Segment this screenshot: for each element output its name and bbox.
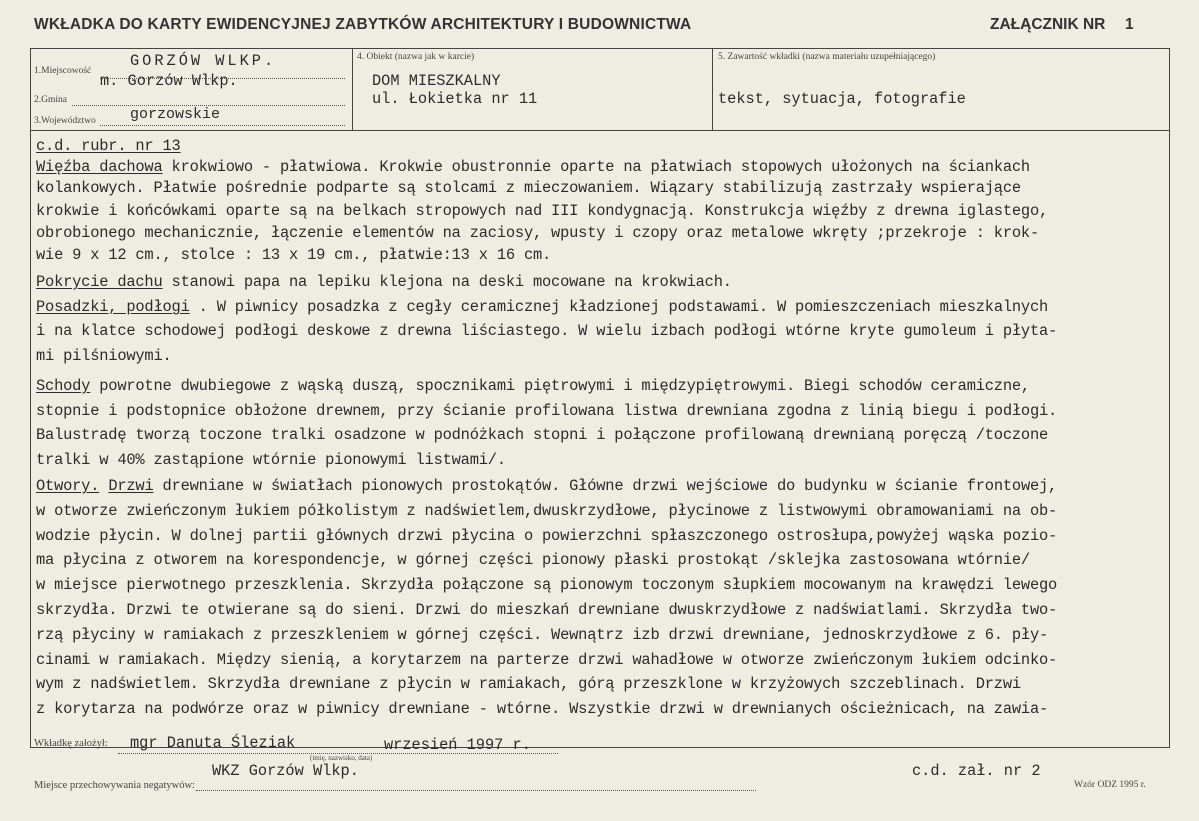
floors-line-1 xyxy=(36,298,1048,316)
object-value-name: DOM MIESZKALNY xyxy=(372,72,501,90)
cover-text-1: stanowi papa na lepiku klejona na deski mocowane na krokwiach. xyxy=(162,273,732,291)
stairs-line-1 xyxy=(36,377,1030,395)
stairs-line-3: Balustradę tworzą toczone tralki osadzone w podnóżkach stopni i połączone profilowaną drewnianą poręczą /toczone xyxy=(36,426,1049,444)
stairs-text-1: powrotne dwubiegowe z wąską duszą, spocznikami piętrowymi i międzypiętrowymi. Biegi schodów ceramiczne, xyxy=(90,377,1030,395)
openings-line-2: w otworze zwieńczonym łukiem półkolistym z nadświetlem,dwuskrzydłowe, płycinowe z listwowymi obramowaniami na ob- xyxy=(36,502,1058,520)
stairs-heading: Schody xyxy=(36,377,91,395)
floors-text-1: . W piwnicy posadzka z cegły ceramicznej kładzionej podstawami. W pomieszczeniach mieszkalnych xyxy=(189,298,1049,316)
continuation-note xyxy=(36,137,181,155)
roof-line-1 xyxy=(36,158,1030,176)
stairs-line-2: stopnie i podstopnice obłożone drewnem, przy ścianie profilowana listwa drewniana zgodna z linią biegu i podłogi. xyxy=(36,402,1058,420)
roof-line-4: obrobionego mechanicznie, łączenie elementów na zaciosy, wpusty i czopy oraz metalowe wkręty ;przekroje : krok- xyxy=(36,224,1039,242)
negatives-value: WKZ Gorzów Wlkp. xyxy=(212,762,359,780)
column-divider-1 xyxy=(352,48,353,130)
cover-heading: Pokrycie dachu xyxy=(36,273,163,291)
locality-value-secondary: m. Gorzów Wlkp. xyxy=(100,72,238,90)
floors-heading: Posadzki, podłogi xyxy=(36,298,190,316)
continuation-label: c.d. rubr. nr 13 xyxy=(36,137,181,155)
openings-line-9: wym z nadświetlem. Skrzydła drewniane z płycin w ramiakach, górą przeszklone w krzyżowych szczeblinach. Drzwi xyxy=(36,675,1021,693)
locality-dotted-line xyxy=(100,78,345,79)
floors-line-3: mi pilśniowymi. xyxy=(36,347,172,365)
author-label: Wkładkę założył: xyxy=(34,738,108,749)
author-value: mgr Danuta Śleziak xyxy=(130,734,296,752)
document-title: WKŁADKA DO KARTY EWIDENCYJNEJ ZABYTKÓW ARCHITEKTURY I BUDOWNICTWA xyxy=(34,16,692,33)
openings-line-3: wodzie płycin. W dolnej partii głównych drzwi płycina o powierzchni spłaszczonego ostrosłupa,powyżej wąska pozio- xyxy=(36,527,1058,545)
voivodeship-dotted-line xyxy=(100,125,345,126)
openings-line-5: w miejsce pierwotnego przeszklenia. Skrzydła połączone są pionowym toczonym słupkiem mocowanym na krawędzi lewego xyxy=(36,576,1058,594)
locality-label: 1.Miejscowość xyxy=(34,66,92,76)
form-id: Wzór ODZ 1995 r. xyxy=(1074,780,1146,790)
cover-line-1 xyxy=(36,273,732,291)
column-divider-2 xyxy=(712,48,713,130)
openings-line-4: ma płycina z otworem na korespondencje, w górnej części pionowy płaski prostokąt /sklejka zastosowana wtórnie/ xyxy=(36,551,1030,569)
commune-label: 2.Gmina xyxy=(34,95,67,105)
roof-line-5: wie 9 x 12 cm., stolce : 13 x 19 cm., płatwie:13 x 16 cm. xyxy=(36,246,552,264)
roof-line-3: krokwie i końcówkami oparte są na belkach stropowych nad III kondygnacją. Konstrukcja więźby z drewna iglastego, xyxy=(36,202,1049,220)
openings-line-7: rzą płyciny w ramiakach z przeszkleniem w górnej części. Wewnątrz izb drzwi drewniane, jednoskrzydłowe z 6. pły- xyxy=(36,626,1049,644)
object-label: 4. Obiekt (nazwa jak w karcie) xyxy=(357,52,475,62)
roof-text-1: krokwiowo - płatwiowa. Krokwie obustronnie oparte na płatwiach stopowych ułożonych na ściankach xyxy=(162,158,1030,176)
author-sub-label: (imię, nazwisko, data) xyxy=(310,754,373,762)
negatives-label: Miejsce przechowywania negatywów: xyxy=(34,780,195,791)
openings-line-1 xyxy=(36,477,1057,495)
attachment-label: ZAŁĄCZNIK NR xyxy=(990,16,1106,33)
openings-line-8: cinami w ramiakach. Między sienią, a korytarzem na parterze drzwi wahadłowe w otworze zwieńczonym łukiem odcinko- xyxy=(36,651,1058,669)
roof-line-2: kolankowych. Płatwie pośrednie podparte są stolcami z mieczowaniem. Wiązary stabilizują zastrzały wspierające xyxy=(36,179,1021,197)
date-value: wrzesień 1997 r. xyxy=(384,736,531,754)
floors-line-2: i na klatce schodowej podłogi deskowe z drewna liściastego. W wielu izbach podłogi wtórne kryte gumoleum i płyta- xyxy=(36,322,1058,340)
openings-text-1: drewniane w światłach pionowych prostokątów. Główne drzwi wejściowe do budynku w ścianie frontowej, xyxy=(153,477,1058,495)
continued-note: c.d. zał. nr 2 xyxy=(912,762,1041,780)
voivodeship-label: 3.Województwo xyxy=(34,116,96,126)
content-value: tekst, sytuacja, fotografie xyxy=(718,90,966,108)
stairs-line-4: tralki w 40% zastąpione wtórnie pionowymi listwami/. xyxy=(36,451,506,469)
locality-value-primary: GORZÓW WLKP. xyxy=(130,52,277,70)
openings-line-10: z korytarza na podwórze oraz w piwnicy drewniane - wtórne. Wszystkie drzwi w drewnianych ościeżnicach, na zawia- xyxy=(36,700,1049,718)
doors-heading: Drzwi xyxy=(108,477,154,495)
attachment-number: 1 xyxy=(1125,16,1134,33)
openings-heading: Otwory. xyxy=(36,477,100,495)
roof-heading: Więźba dachowa xyxy=(36,158,163,176)
content-label: 5. Zawartość wkładki (nazwa materiału uzupełniającego) xyxy=(718,52,936,62)
voivodeship-value: gorzowskie xyxy=(130,106,221,123)
negatives-dotted-line xyxy=(196,790,756,791)
openings-line-6: skrzydła. Drzwi te otwierane są do sieni. Drzwi do mieszkań drewniane dwuskrzydłowe z nadświatlami. Skrzydła two- xyxy=(36,601,1058,619)
object-value-address: ul. Łokietka nr 11 xyxy=(372,90,538,108)
header-box-divider xyxy=(30,130,1170,131)
